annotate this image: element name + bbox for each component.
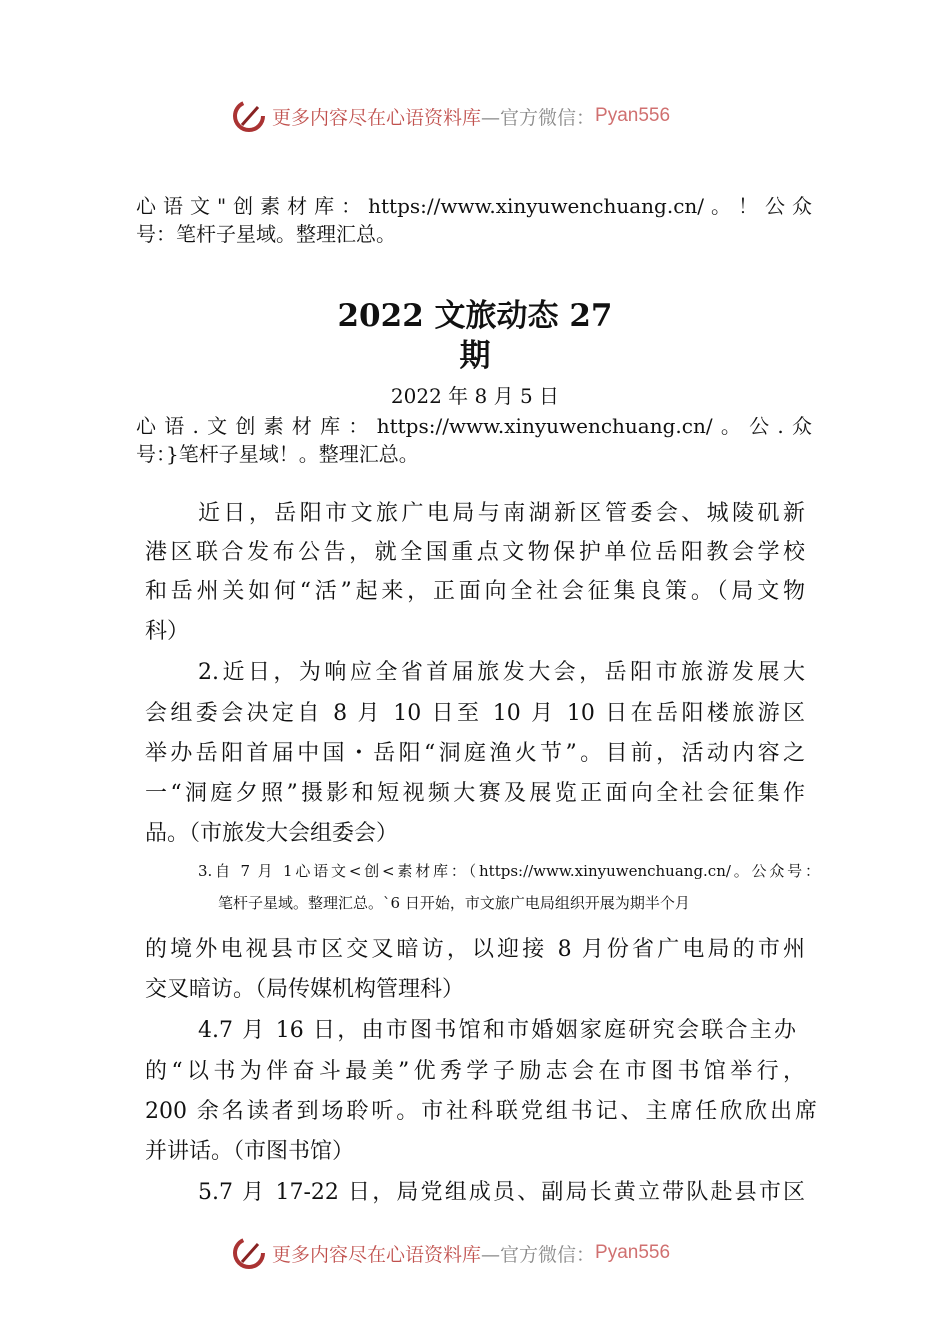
watermark-label: —官方微信： (481, 106, 596, 129)
paragraph-line: 举办岳阳首届中国・岳阳“洞庭渔火节”。目前，活动内容之 (145, 741, 805, 766)
paragraph-line: 科） (145, 619, 190, 644)
paragraph-line: 交叉暗访。（局传媒机构管理科） (145, 977, 465, 1002)
source-note: 号：}笔杆子星域！。整理汇总。 (136, 442, 419, 466)
paragraph-line: 的“以书为伴奋斗最美”优秀学子励志会在市图书馆举行， (145, 1059, 805, 1084)
page-title: 2022 文旅动态 27 (337, 298, 613, 334)
page-title: 期 (459, 338, 491, 374)
watermark-footer (232, 1235, 670, 1271)
watermark-text: 更多内容尽在心语资料库 (272, 106, 482, 129)
source-note: 心语文"创素材库：https://www.xinyuwenchuang.cn/。！公众 (136, 194, 812, 218)
paragraph-line: 2.近日，为响应全省首届旅发大会，岳阳市旅游发展大 (198, 660, 805, 685)
paragraph-line: 的境外电视县市区交叉暗访，以迎接 8 月份省广电局的市州 (145, 937, 805, 962)
paragraph-line: 200 余名读者到场聆听。市社科联党组书记、主席任欣欣出席 (145, 1099, 817, 1124)
pen-logo-icon (232, 99, 266, 133)
pen-logo-icon (232, 1236, 266, 1270)
watermark-label: —官方微信： (481, 1243, 596, 1266)
source-note: 号：笔杆子星域。整理汇总。 (136, 222, 396, 246)
watermark-id: Pyan556 (595, 1242, 671, 1263)
date: 2022 年 8 月 5 日 (390, 384, 560, 408)
paragraph-line: 并讲话。（市图书馆） (145, 1139, 355, 1164)
watermark-header (232, 98, 670, 134)
paragraph-line: 港区联合发布公告，就全国重点文物保护单位岳阳教会学校 (145, 540, 805, 565)
paragraph-line: 4.7 月 16 日，由市图书馆和市婚姻家庭研究会联合主办 (198, 1018, 796, 1043)
paragraph-line: 会组委会决定自 8 月 10 日至 10 月 10 日在岳阳楼旅游区 (145, 701, 805, 726)
watermark-id: Pyan556 (595, 105, 671, 126)
paragraph-line: 近日，岳阳市文旅广电局与南湖新区管委会、城陵矶新 (198, 501, 805, 526)
paragraph-line: 一“洞庭夕照”摄影和短视频大赛及展览正面向全社会征集作 (145, 781, 805, 806)
paragraph-line: 5.7 月 17-22 日，局党组成员、副局长黄立带队赴县市区 (198, 1180, 805, 1205)
paragraph-line: 和岳州关如何“活”起来，正面向全社会征集良策。（局文物 (145, 579, 805, 604)
source-note: 心语.文创素材库：https://www.xinyuwenchuang.cn/。公.众 (136, 414, 812, 438)
paragraph-line: 笔杆子星域。整理汇总。`6 日开始，市文旅广电局组织开展为期半个月 (218, 894, 690, 912)
paragraph-line: 品。（市旅发大会组委会） (145, 821, 399, 846)
watermark-text: 更多内容尽在心语资料库 (272, 1243, 482, 1266)
paragraph-line: 3.自 7 月 1心语文<创<素材库：（https://www.xinyuwenchuang.cn/。公众号： (198, 862, 820, 880)
